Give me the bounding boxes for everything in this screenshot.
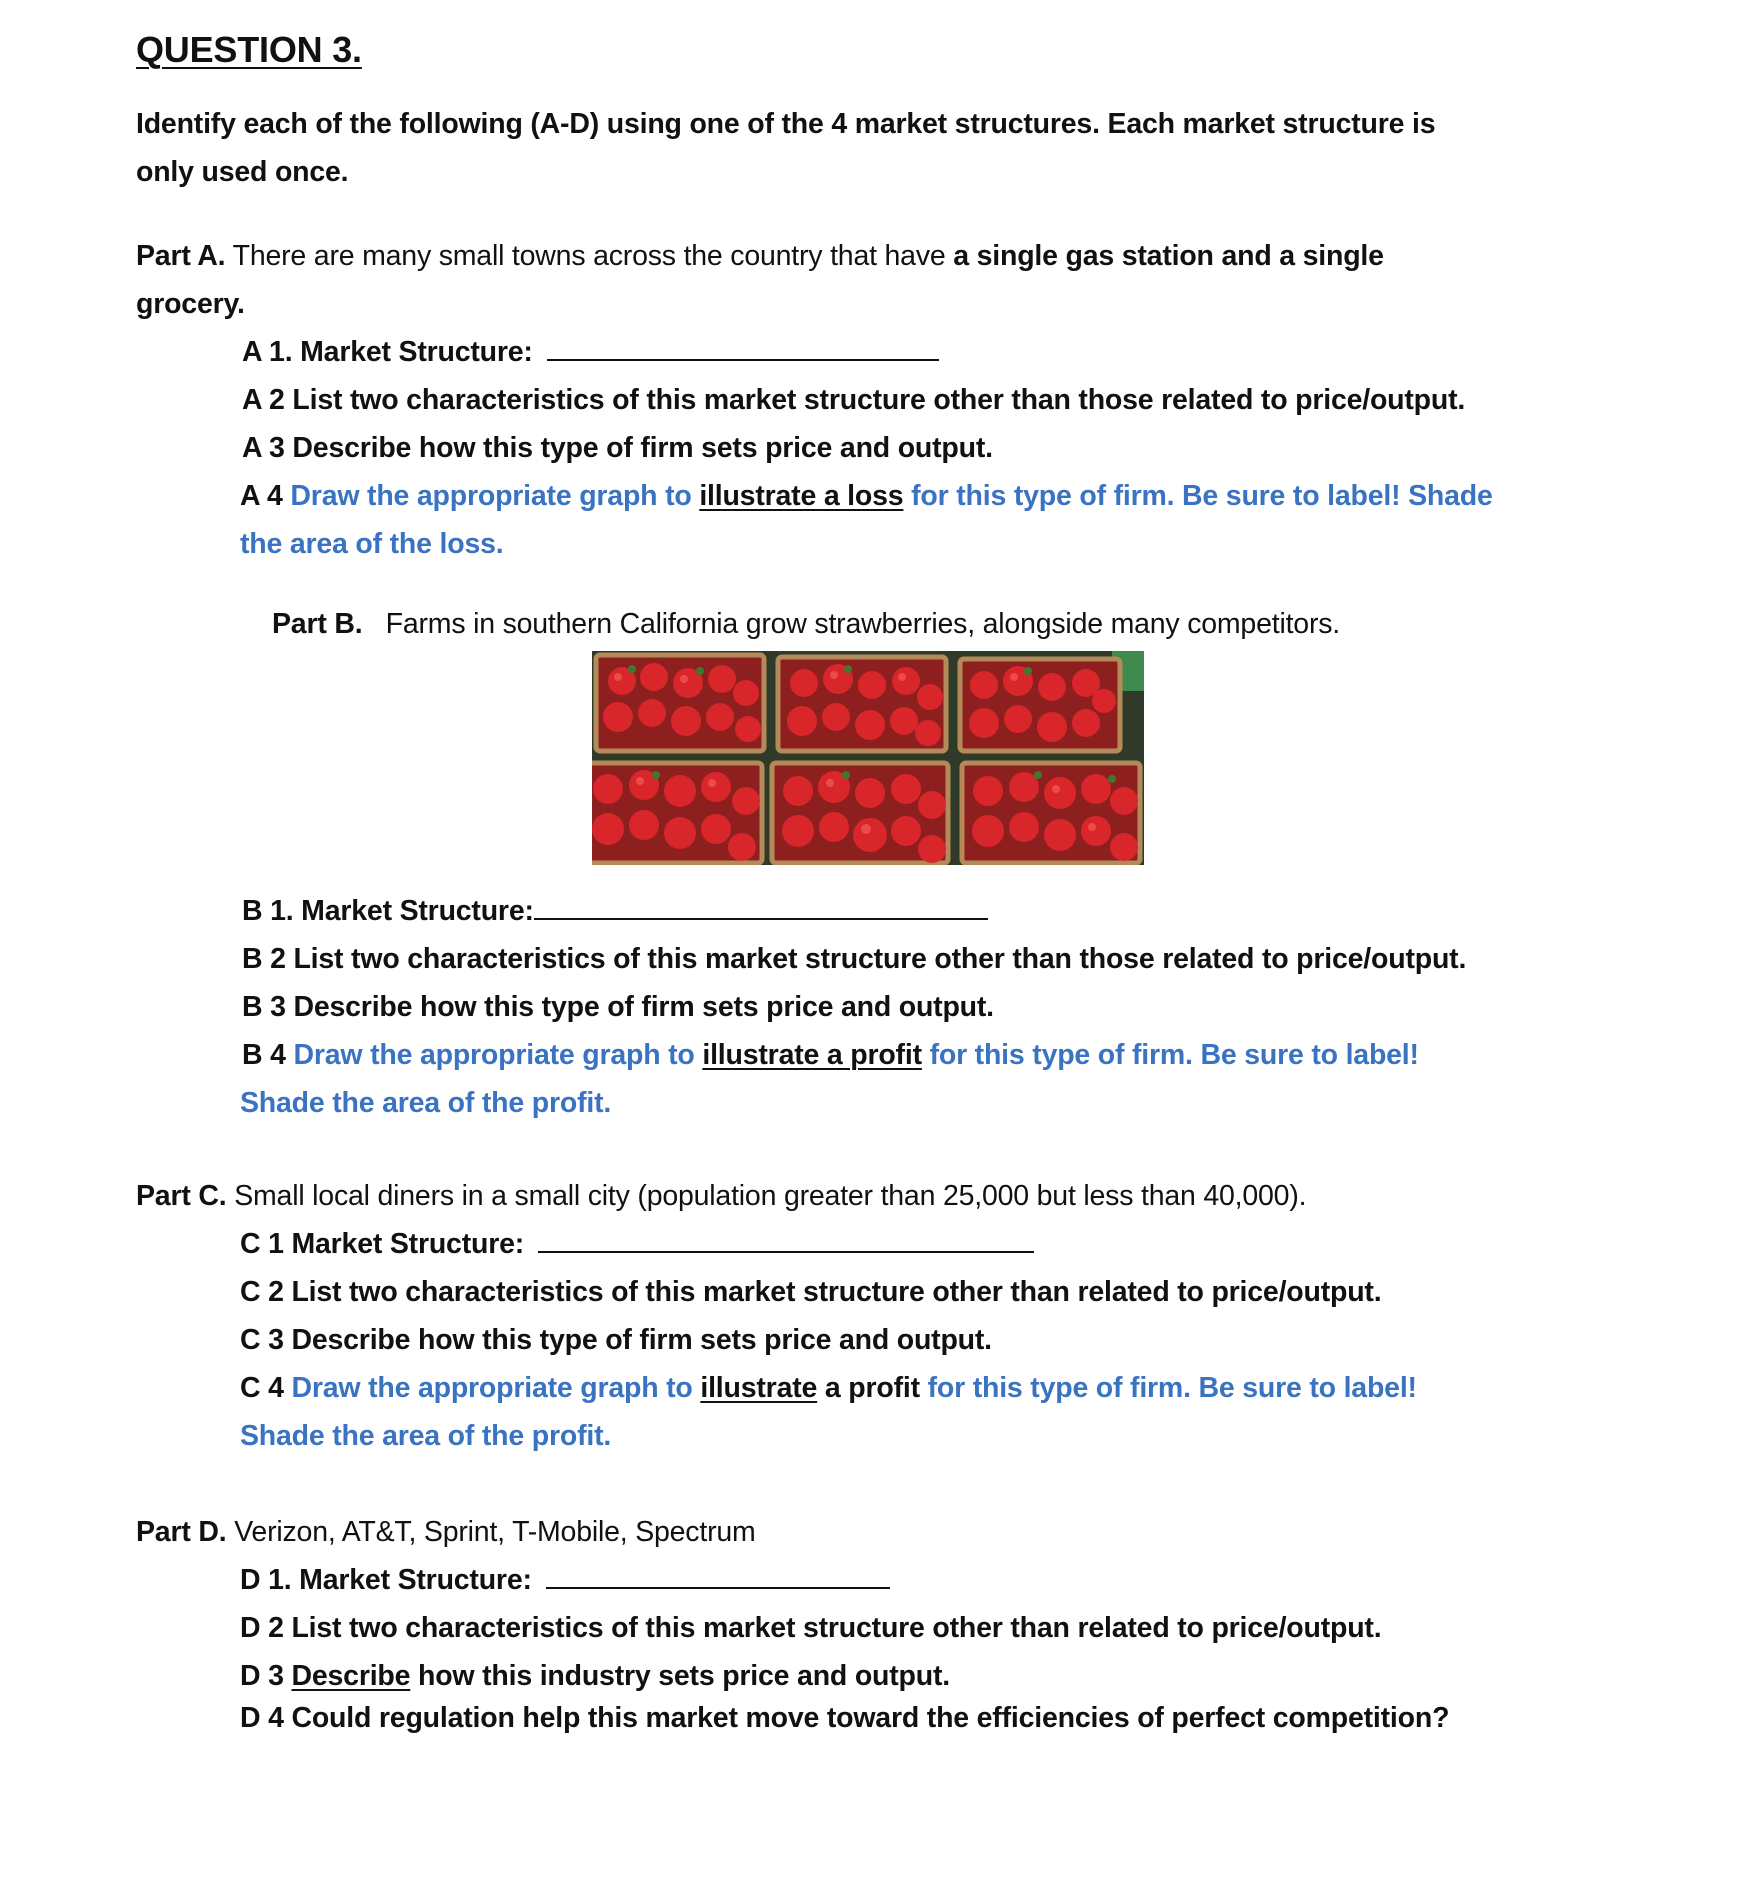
part-a-text-bold: a single gas station and a single — [953, 240, 1384, 272]
c2-question: C 2 List two characteristics of this market structure other than related to price/output. — [240, 1276, 1382, 1308]
d3-rest: how this industry sets price and output. — [418, 1660, 950, 1692]
part-d-prompt — [136, 1512, 756, 1552]
b4-question-line-2: Shade the area of the profit. — [240, 1087, 612, 1119]
part-c-prompt — [136, 1176, 1306, 1216]
part-d-text: Verizon, AT&T, Sprint, T-Mobile, Spectrum — [234, 1516, 756, 1548]
part-a-text: There are many small towns across the country that have — [232, 240, 946, 272]
a1-market-structure — [242, 332, 939, 372]
a4-text-2: for this type of firm. Be sure to label! Shade — [911, 480, 1493, 512]
d1-answer-blank[interactable] — [546, 1563, 890, 1589]
d4-question: D 4 Could regulation help this market move toward the efficiencies of perfect competition? — [240, 1702, 1450, 1734]
b1-answer-blank[interactable] — [534, 894, 988, 920]
strawberry-photo-icon — [592, 651, 1144, 865]
a2-question: A 2 List two characteristics of this market structure other than those related to price/output. — [242, 384, 1466, 416]
part-c-text: Small local diners in a small city (population greater than 25,000 but less than 40,000). — [234, 1180, 1307, 1212]
c4-question-line-2: Shade the area of the profit. — [240, 1420, 612, 1452]
a4-underlined: illustrate a loss — [699, 480, 904, 512]
question-title: QUESTION 3. — [136, 29, 362, 70]
part-a-prompt — [136, 236, 1384, 276]
part-c-label: Part C. — [136, 1180, 227, 1212]
d3-number: D 3 — [240, 1660, 284, 1692]
intro-line-2: only used once. — [136, 156, 349, 188]
b2-question: B 2 List two characteristics of this market structure other than those related to price/output. — [242, 943, 1467, 975]
c4-text-1: Draw the appropriate graph to — [291, 1372, 693, 1404]
b4-number: B 4 — [242, 1039, 286, 1071]
strawberry-baskets-photo — [592, 651, 1144, 865]
part-a-prompt-line-2: grocery. — [136, 288, 245, 320]
c4-number: C 4 — [240, 1372, 284, 1404]
d3-question — [240, 1656, 950, 1696]
b1-market-structure — [242, 891, 988, 931]
c1-label: C 1 Market Structure: — [240, 1228, 525, 1260]
b4-question — [242, 1035, 1419, 1075]
a4-question — [240, 476, 1493, 516]
b3-question: B 3 Describe how this type of firm sets price and output. — [242, 991, 994, 1023]
b4-underlined: illustrate a profit — [702, 1039, 922, 1071]
part-d-label: Part D. — [136, 1516, 227, 1548]
a4-text-1: Draw the appropriate graph to — [290, 480, 692, 512]
c1-market-structure — [240, 1224, 1034, 1264]
part-a-label: Part A. — [136, 240, 226, 272]
c1-answer-blank[interactable] — [538, 1227, 1034, 1253]
c4-text-2: for this type of firm. Be sure to label! — [927, 1372, 1417, 1404]
d1-market-structure — [240, 1560, 890, 1600]
a1-answer-blank[interactable] — [547, 335, 939, 361]
intro-line-1: Identify each of the following (A-D) using one of the 4 market structures. Each market structure is — [136, 108, 1436, 140]
b4-text-2: for this type of firm. Be sure to label! — [929, 1039, 1419, 1071]
c4-question — [240, 1368, 1417, 1408]
a1-label: A 1. Market Structure: — [242, 336, 533, 368]
a4-number: A 4 — [240, 480, 283, 512]
part-b-prompt — [272, 604, 1340, 644]
b1-label: B 1. Market Structure: — [242, 895, 534, 927]
c3-question: C 3 Describe how this type of firm sets price and output. — [240, 1324, 992, 1356]
a3-question: A 3 Describe how this type of firm sets price and output. — [242, 432, 993, 464]
c4-underlined: illustrate — [700, 1372, 818, 1404]
d2-question: D 2 List two characteristics of this market structure other than related to price/output. — [240, 1612, 1382, 1644]
part-b-label: Part B. — [272, 608, 363, 640]
part-b-text: Farms in southern California grow strawberries, alongside many competitors. — [385, 608, 1341, 640]
c4-black-text: a profit — [824, 1372, 920, 1404]
d1-label: D 1. Market Structure: — [240, 1564, 532, 1596]
a4-question-line-2: the area of the loss. — [240, 528, 504, 560]
b4-text-1: Draw the appropriate graph to — [293, 1039, 695, 1071]
d3-underlined: Describe — [291, 1660, 411, 1692]
